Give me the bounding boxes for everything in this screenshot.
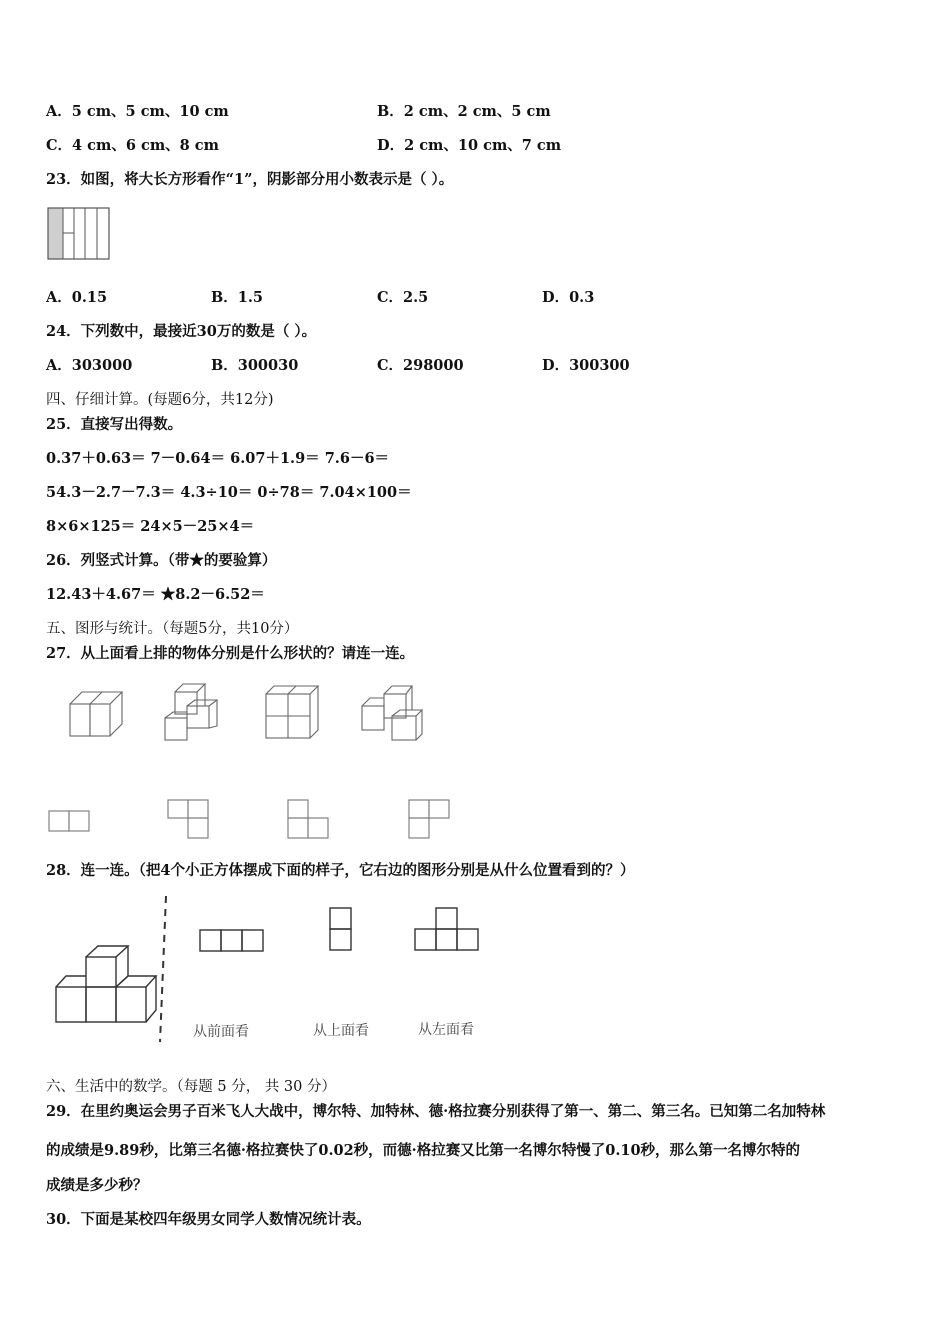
q22-option-a: A．5 cm、5 cm、10 cm bbox=[46, 103, 229, 120]
q28-solid bbox=[56, 946, 156, 1022]
q26-row: 12.43＋4.67＝ ★8.2－6.52＝ bbox=[46, 586, 265, 603]
q28-caption-left: 从左面看 bbox=[418, 1022, 474, 1038]
section-4-heading: 四、仔细计算。(每题6分，共12分) bbox=[46, 392, 274, 408]
q24-text: 24．下列数中，最接近30万的数是（ ）。 bbox=[46, 323, 317, 340]
q28-view-front bbox=[200, 930, 263, 951]
q27-top-views bbox=[40, 796, 460, 846]
q27-solid-1 bbox=[70, 692, 122, 736]
q28-text: 28．连一连。（把4个小正方体摆成下面的样子，它右边的图形分别是从什么位置看到的？） bbox=[46, 862, 635, 879]
q27-text: 27．从上面看上排的物体分别是什么形状的？请连一连。 bbox=[46, 645, 415, 662]
q29-line-2: 的成绩是9.89秒，比第三名德·格拉赛快了0.02秒，而德·格拉赛又比第一名博尔特慢了0.10秒，那么第一名博尔特的 bbox=[46, 1142, 801, 1159]
q27-solid-figures bbox=[60, 680, 440, 750]
q25-row-1: 0.37＋0.63＝ 7－0.64＝ 6.07＋1.9＝ 7.6－6＝ bbox=[46, 450, 390, 467]
section-6-heading: 六、生活中的数学。（每题 5 分， 共 30 分） bbox=[46, 1079, 336, 1095]
q23-option-c: C．2.5 bbox=[377, 289, 429, 306]
q27-view-4 bbox=[409, 800, 449, 838]
q27-solid-4 bbox=[362, 686, 422, 740]
q27-view-1 bbox=[49, 811, 89, 831]
shaded-strip bbox=[48, 208, 63, 259]
q26-text: 26．列竖式计算。（带★的要验算） bbox=[46, 552, 277, 569]
q25-text: 25．直接写出得数。 bbox=[46, 416, 183, 433]
q25-row-2: 54.3－2.7－7.3＝ 4.3÷10＝ 0÷78＝ 7.04×100＝ bbox=[46, 484, 412, 501]
q24-option-d: D．300300 bbox=[542, 357, 630, 374]
q30-text: 30．下面是某校四年级男女同学人数情况统计表。 bbox=[46, 1211, 371, 1228]
q28-caption-top: 从上面看 bbox=[313, 1023, 369, 1039]
q28-view-top bbox=[330, 908, 351, 950]
q23-text: 23．如图，将大长方形看作“1”，阴影部分用小数表示是（ ）。 bbox=[46, 171, 454, 188]
q22-option-b: B．2 cm、2 cm、5 cm bbox=[377, 103, 551, 120]
q24-option-c: C．298000 bbox=[377, 357, 464, 374]
q29-line-3: 成绩是多少秒？ bbox=[46, 1177, 148, 1194]
q23-option-b: B．1.5 bbox=[211, 289, 263, 306]
q22-option-d: D．2 cm、10 cm、7 cm bbox=[377, 137, 562, 154]
q27-solid-3 bbox=[266, 686, 318, 738]
q23-rectangle-figure bbox=[47, 207, 111, 261]
dashed-divider bbox=[160, 896, 166, 1042]
q28-view-left bbox=[415, 908, 478, 950]
q24-option-b: B．300030 bbox=[211, 357, 299, 374]
q25-row-3: 8×6×125＝ 24×5－25×4＝ bbox=[46, 518, 255, 535]
q27-solid-2 bbox=[165, 684, 217, 740]
q27-view-3 bbox=[288, 800, 328, 838]
q28-caption-front: 从前面看 bbox=[193, 1024, 249, 1040]
q23-option-a: A．0.15 bbox=[46, 289, 108, 306]
q22-option-c: C．4 cm、6 cm、8 cm bbox=[46, 137, 219, 154]
q24-option-a: A．303000 bbox=[46, 357, 133, 374]
q23-option-d: D．0.3 bbox=[542, 289, 595, 306]
q27-view-2 bbox=[168, 800, 208, 838]
q29-line-1: 29．在里约奥运会男子百米飞人大战中，博尔特、加特林、德·格拉赛分别获得了第一、第二、第三名。已知第二名加特林 bbox=[46, 1103, 826, 1120]
section-5-heading: 五、图形与统计。（每题5分，共10分） bbox=[46, 621, 299, 637]
